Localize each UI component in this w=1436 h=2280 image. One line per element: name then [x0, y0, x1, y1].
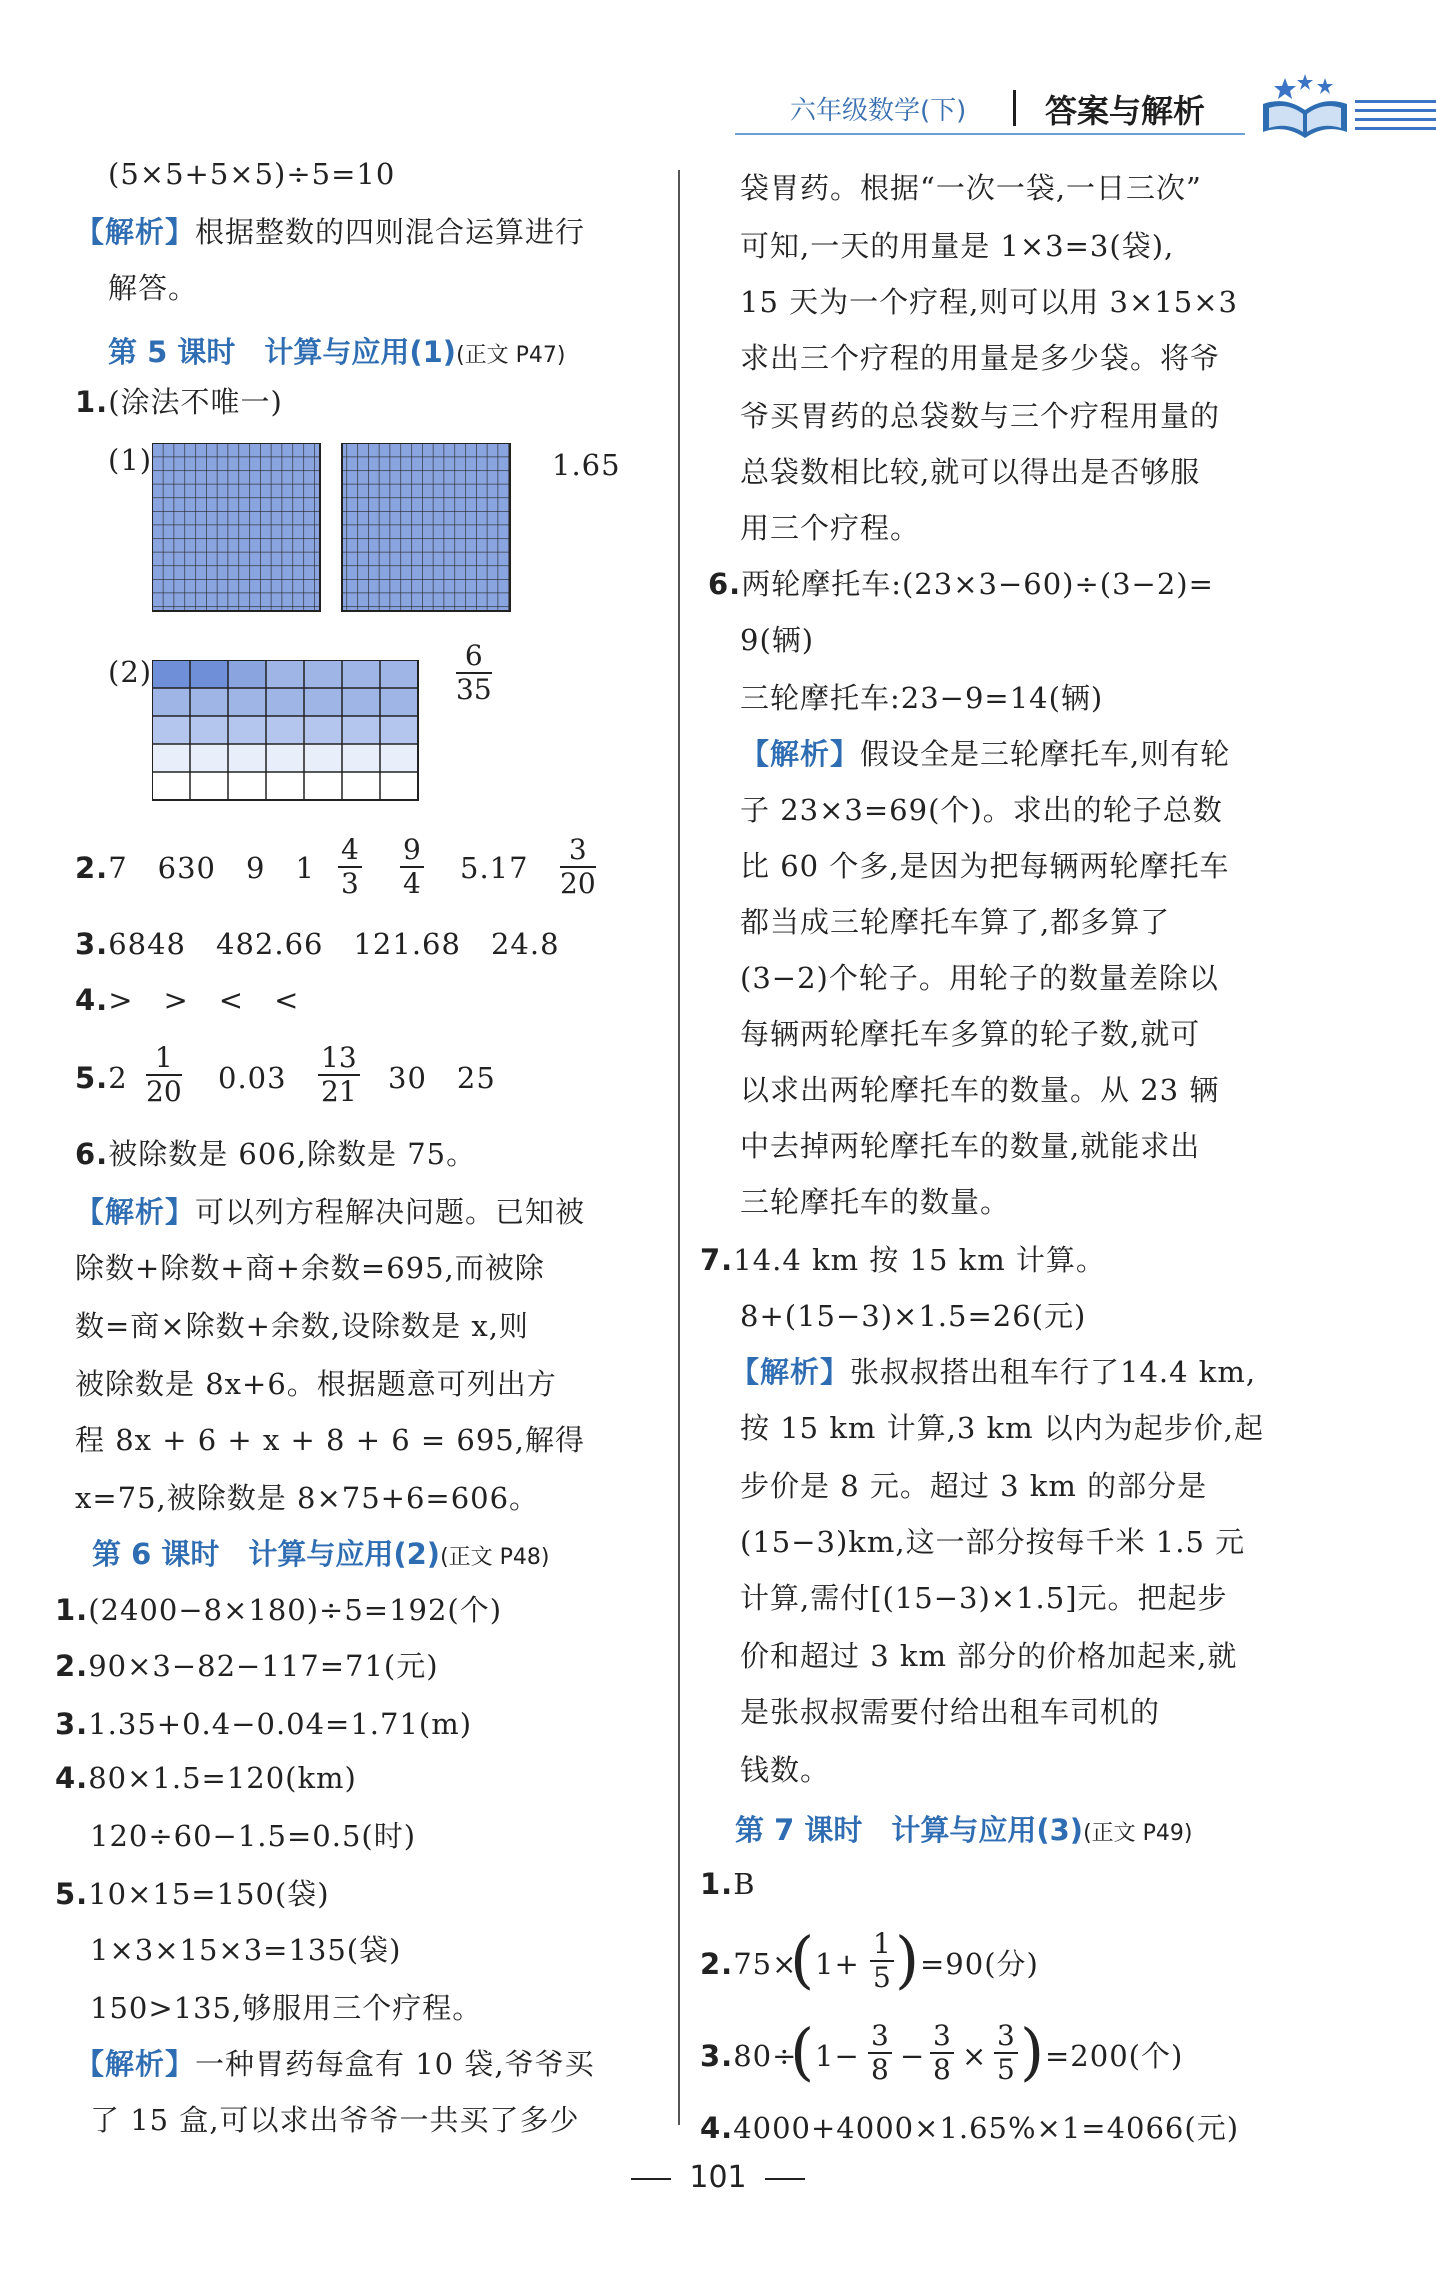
answer-3	[700, 2036, 797, 2076]
question-number: 6.	[708, 567, 742, 601]
answer-1	[700, 1864, 756, 1904]
page-number: 101	[689, 2160, 747, 2195]
answer-text: 90×3−82−117=71(元)	[88, 1649, 439, 1683]
question-number: 1.	[75, 385, 109, 419]
analysis-text: 步价是 8 元。超过 3 km 的部分是	[740, 1469, 1208, 1503]
paren-left: (	[790, 2015, 816, 2088]
fraction-denominator: 4	[403, 867, 421, 900]
analysis-text: 假设全是三轮摩托车,则有轮	[860, 737, 1231, 771]
fraction	[456, 640, 492, 706]
header-title: 答案与解析	[1045, 92, 1206, 130]
analysis-text: 数=商×除数+余数,设除数是 x,则	[75, 1309, 529, 1343]
header-separator	[1013, 90, 1016, 126]
fraction	[868, 2020, 892, 2086]
analysis-text: 都当成三轮摩托车算了,都多算了	[740, 905, 1171, 939]
analysis-text: 求出三个疗程的用量是多少袋。将爷	[740, 341, 1221, 375]
fraction-numerator: 1	[870, 1928, 894, 1962]
answer-text: 8+(15−3)×1.5=26(元)	[740, 1299, 1087, 1333]
question-number: 6.	[75, 1137, 109, 1171]
section-ref: (正文 P48)	[440, 1545, 550, 1570]
answer-text: 三轮摩托车:23−9=14(辆)	[740, 681, 1104, 715]
fraction-numerator: 3	[868, 2020, 892, 2054]
answer-text: 14.4 km 按 15 km 计算。	[733, 1243, 1106, 1277]
answer-2	[75, 848, 315, 888]
question-number: 4.	[700, 2111, 734, 2145]
section-title: 第 7 课时 计算与应用(3)	[735, 1813, 1084, 1847]
analysis-line	[740, 734, 1230, 774]
footer-dash	[631, 2178, 671, 2180]
answer-text: 被除数是 606,除数是 75。	[108, 1137, 477, 1171]
answer-text: > > < <	[108, 983, 300, 1017]
answer-text: 7 630 9 1	[108, 851, 315, 885]
fraction-numerator: 13	[318, 1042, 360, 1076]
analysis-text: 除数+除数+商+余数=695,而被除	[75, 1251, 545, 1285]
analysis-tag: 【解析】	[75, 215, 196, 249]
fraction-denominator: 8	[871, 2053, 889, 2086]
answer-3	[75, 924, 560, 964]
question-number: 2.	[75, 851, 109, 885]
question-number: 1.	[55, 1593, 89, 1627]
fraction-numerator: 4	[338, 834, 362, 868]
analysis-text: 每辆两轮摩托车多算的轮子数,就可	[740, 1017, 1201, 1051]
fraction-denominator: 3	[341, 867, 359, 900]
question-number: 3.	[55, 1707, 89, 1741]
eq-line: (5×5+5×5)÷5=10	[108, 157, 396, 191]
section-heading-6	[92, 1532, 549, 1573]
fraction-numerator: 3	[560, 834, 596, 868]
answer-1	[55, 1590, 502, 1630]
analysis-text: 是张叔叔需要付给出租车司机的	[740, 1695, 1161, 1729]
fraction	[930, 2020, 954, 2086]
answer-text: 80×1.5=120(km)	[88, 1761, 357, 1795]
column-divider	[678, 170, 680, 2125]
analysis-text: 中去掉两轮摩托车的数量,就能求出	[740, 1129, 1201, 1163]
analysis-tag: 【解析】	[740, 737, 861, 771]
answer-text: 120÷60−1.5=0.5(时)	[90, 1819, 417, 1853]
answer-5	[55, 1874, 330, 1914]
analysis-text: 价和超过 3 km 部分的价格加起来,就	[740, 1639, 1238, 1673]
question-number: 2.	[700, 1947, 734, 1981]
paren-left: (	[790, 1923, 816, 1996]
analysis-line	[75, 212, 585, 252]
analysis-text: 解答。	[108, 271, 199, 305]
fraction-numerator: 3	[930, 2020, 954, 2054]
analysis-text: 根据整数的四则混合运算进行	[195, 215, 586, 249]
fraction	[146, 1042, 182, 1108]
header-stripes	[1355, 100, 1436, 136]
analysis-line	[730, 1352, 1256, 1392]
question-number: 5.	[75, 1061, 109, 1095]
analysis-text: 一种胃药每盒有 10 袋,爷爷买	[195, 2047, 595, 2081]
fraction-denominator: 20	[146, 1075, 182, 1108]
question-number: 3.	[75, 927, 109, 961]
answer-value: 1.65	[552, 448, 621, 482]
question-number: 7.	[700, 1243, 734, 1277]
fraction	[400, 834, 424, 900]
analysis-tag: 【解析】	[730, 1355, 851, 1389]
analysis-text: (3−2)个轮子。用轮子的数量差除以	[740, 961, 1219, 995]
fraction	[870, 1928, 894, 1994]
answer-text: 1.35+0.4−0.04=1.71(m)	[88, 1707, 473, 1741]
grid-figure-2	[152, 660, 422, 810]
analysis-text: 可以列方程解决问题。已知被	[195, 1195, 586, 1229]
question-number: 4.	[75, 983, 109, 1017]
answer-text: −	[900, 2039, 926, 2073]
analysis-text: 被除数是 8x+6。根据题意可列出方	[75, 1367, 557, 1401]
answer-6	[75, 1134, 476, 1174]
analysis-tag: 【解析】	[75, 1195, 196, 1229]
answer-text: 1+	[815, 1947, 860, 1981]
section-title: 第 6 课时 计算与应用(2)	[92, 1537, 441, 1571]
fraction-denominator: 5	[997, 2053, 1015, 2086]
section-ref: (正文 P49)	[1083, 1821, 1193, 1846]
answer-text: 1×3×15×3=135(袋)	[90, 1933, 402, 1967]
grid-figure-1	[152, 443, 512, 613]
section-heading-5	[108, 330, 565, 371]
fraction-denominator: 5	[873, 1961, 891, 1994]
fraction-denominator: 20	[560, 867, 596, 900]
answer-text: =90(分)	[920, 1947, 1039, 1981]
footer-dash	[765, 2178, 805, 2180]
analysis-text: 计算,需付[(15−3)×1.5]元。把起步	[740, 1581, 1228, 1615]
question-number: 4.	[55, 1761, 89, 1795]
answer-text: 6848 482.66 121.68 24.8	[108, 927, 560, 961]
answer-4	[75, 980, 299, 1020]
page-footer	[0, 2160, 1436, 2195]
page-header	[0, 0, 1436, 140]
question-number: 5.	[55, 1877, 89, 1911]
answer-text: ×	[962, 2039, 988, 2073]
analysis-text: x=75,被除数是 8×75+6=606。	[75, 1481, 540, 1515]
analysis-line	[75, 2044, 595, 2084]
paren-right: )	[895, 1923, 921, 1996]
fraction-numerator: 6	[456, 640, 492, 674]
answer-2	[700, 1944, 797, 1984]
analysis-text: 15 天为一个疗程,则可以用 3×15×3	[740, 285, 1238, 319]
answer-2	[55, 1646, 439, 1686]
answer-4	[700, 2108, 1239, 2148]
section-title: 第 5 课时 计算与应用(1)	[108, 335, 457, 369]
fraction	[560, 834, 596, 900]
header-subtitle: 六年级数学(下)	[790, 96, 967, 126]
section-heading-7	[735, 1808, 1192, 1849]
fraction	[338, 834, 362, 900]
analysis-text: 可知,一天的用量是 1×3=3(袋),	[740, 229, 1175, 263]
fraction-numerator: 1	[146, 1042, 182, 1076]
analysis-text: 按 15 km 计算,3 km 以内为起步价,起	[740, 1411, 1265, 1445]
section-ref: (正文 P47)	[456, 343, 566, 368]
analysis-text: 钱数。	[740, 1753, 831, 1787]
part-label: (1)	[108, 443, 153, 477]
answer-text: 4000+4000×1.65%×1=4066(元)	[733, 2111, 1240, 2145]
fraction-denominator: 8	[933, 2053, 951, 2086]
answer-5	[75, 1058, 128, 1098]
answer-text: (2400−8×180)÷5=192(个)	[88, 1593, 503, 1627]
analysis-text: 袋胃药。根据“一次一袋,一日三次”	[740, 171, 1202, 205]
fraction-numerator: 9	[400, 834, 424, 868]
answer-text: 75×	[733, 1947, 798, 1981]
fraction-denominator: 21	[321, 1075, 357, 1108]
answer-text: 30 25	[388, 1061, 496, 1095]
paren-right: )	[1020, 2015, 1046, 2088]
analysis-text: 以求出两轮摩托车的数量。从 23 辆	[740, 1073, 1220, 1107]
question-number: 3.	[700, 2039, 734, 2073]
answer-text: 0.03	[218, 1061, 287, 1095]
answer-text: 80÷	[733, 2039, 798, 2073]
answer-text: =200(个)	[1045, 2039, 1184, 2073]
fraction-denominator: 35	[456, 673, 492, 706]
answer-text: (涂法不唯一)	[108, 385, 283, 419]
book-icon	[1255, 70, 1355, 140]
analysis-text: 子 23×3=69(个)。求出的轮子总数	[740, 793, 1223, 827]
answer-6	[708, 564, 1214, 604]
answer-text: 10×15=150(袋)	[88, 1877, 330, 1911]
answer-text: 1−	[815, 2039, 860, 2073]
answer-7	[700, 1240, 1106, 1280]
analysis-text: 比 60 个多,是因为把每辆两轮摩托车	[740, 849, 1230, 883]
analysis-text: 爷买胃药的总袋数与三个疗程用量的	[740, 399, 1221, 433]
analysis-text: 张叔叔搭出租车行了14.4 km,	[850, 1355, 1257, 1389]
answer-text: 5.17	[460, 851, 529, 885]
analysis-text: 程 8x + 6 + x + 8 + 6 = 695,解得	[75, 1423, 585, 1457]
analysis-text: 三轮摩托车的数量。	[740, 1185, 1011, 1219]
analysis-text: 总袋数相比较,就可以得出是否够服	[740, 455, 1201, 489]
answer-text: B	[733, 1867, 756, 1901]
answer-text: 9(辆)	[740, 623, 815, 657]
answer-text: 2	[108, 1061, 128, 1095]
fraction-numerator: 3	[994, 2020, 1018, 2054]
analysis-text: 用三个疗程。	[740, 511, 921, 545]
fraction	[318, 1042, 360, 1108]
analysis-tag: 【解析】	[75, 2047, 196, 2081]
header-underline	[735, 133, 1245, 135]
part-label: (2)	[108, 655, 153, 689]
analysis-text: (15−3)km,这一部分按每千米 1.5 元	[740, 1525, 1246, 1559]
question-number: 1.	[700, 1867, 734, 1901]
question-number: 2.	[55, 1649, 89, 1683]
answer-text: 150>135,够服用三个疗程。	[90, 1991, 483, 2025]
answer-3	[55, 1704, 472, 1744]
fraction	[994, 2020, 1018, 2086]
answer-1	[75, 382, 283, 422]
answer-4	[55, 1758, 357, 1798]
analysis-line	[75, 1192, 585, 1232]
answer-text: 两轮摩托车:(23×3−60)÷(3−2)=	[741, 567, 1214, 601]
analysis-text: 了 15 盒,可以求出爷爷一共买了多少	[90, 2103, 580, 2137]
